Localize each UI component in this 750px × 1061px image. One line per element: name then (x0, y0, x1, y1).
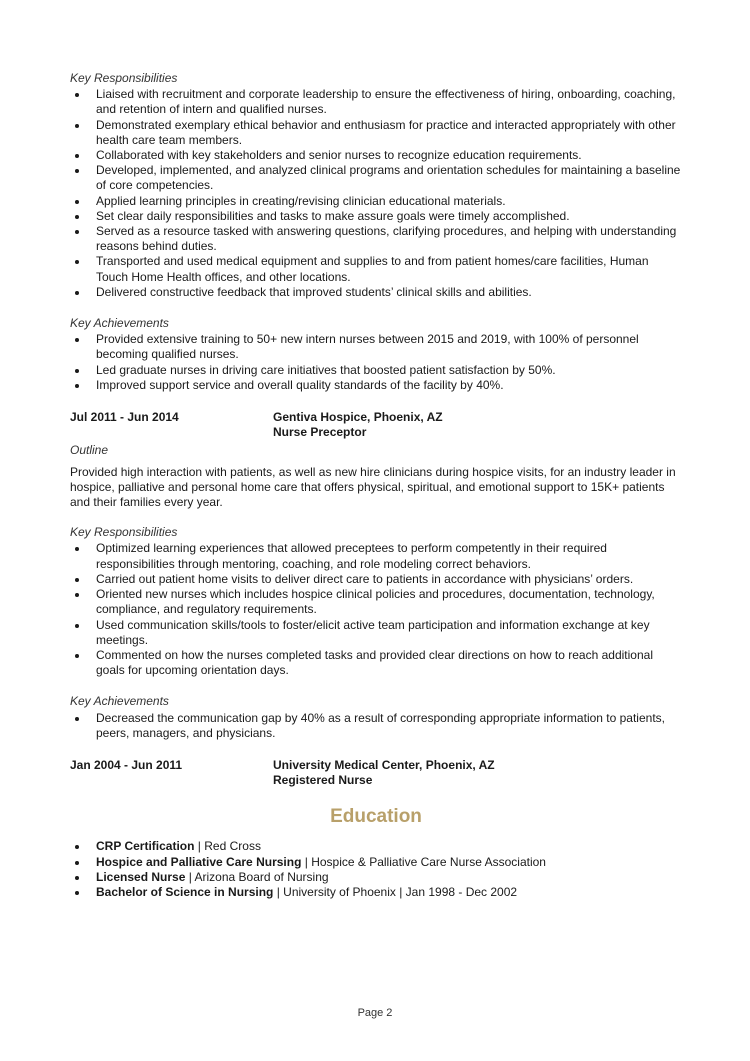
list-item: Carried out patient home visits to deliver direct care to patients in accordance with physicians’ orders. (70, 572, 682, 587)
list-item: Provided extensive training to 50+ new intern nurses between 2015 and 2019, with 100% of personnel becoming qualified nurses. (70, 332, 682, 362)
job-title: Registered Nurse (273, 773, 373, 788)
job-dates: Jul 2011 - Jun 2014 (70, 410, 179, 425)
outline-heading: Outline (70, 443, 109, 458)
list-item (70, 885, 682, 900)
list-item: Liaised with recruitment and corporate leadership to ensure the effectiveness of hiring, onboarding, coaching, and retention of intern and qualified nurses. (70, 87, 682, 117)
achievements-heading: Key Achievements (70, 316, 169, 331)
list-item: Improved support service and overall quality standards of the facility by 40%. (70, 378, 682, 393)
list-item: Decreased the communication gap by 40% as a result of corresponding appropriate information to patients, peers, managers, and physicians. (70, 711, 682, 741)
education-detail: | Arizona Board of Nursing (185, 869, 329, 884)
list-item: Used communication skills/tools to foster/elicit active team participation and information exchange at key meetings. (70, 618, 682, 648)
education-name: CRP Certification (96, 839, 195, 854)
list-item (70, 855, 682, 870)
education-detail: | Red Cross (194, 839, 261, 854)
education-name: Hospice and Palliative Care Nursing (96, 854, 302, 869)
education-name: Licensed Nurse (96, 869, 186, 884)
list-item: Demonstrated exemplary ethical behavior and enthusiasm for practice and interacted appropriately with other health care team members. (70, 118, 682, 148)
list-item: Developed, implemented, and analyzed clinical programs and orientation schedules for maintaining a baseline of core competencies. (70, 163, 682, 193)
job-title: Nurse Preceptor (273, 425, 367, 440)
education-list (70, 839, 682, 900)
resume-page (70, 71, 682, 900)
education-detail: | Hospice & Palliative Care Nurse Association (301, 854, 546, 869)
education-name: Bachelor of Science in Nursing (96, 884, 274, 899)
responsibilities-heading: Key Responsibilities (70, 525, 178, 540)
achievements-list (70, 711, 682, 741)
list-item: Commented on how the nurses completed tasks and provided clear directions on how to reach additional goals for upcoming orientation days. (70, 648, 682, 678)
list-item: Led graduate nurses in driving care initiatives that boosted patient satisfaction by 50%. (70, 363, 682, 378)
responsibilities-heading: Key Responsibilities (70, 71, 178, 85)
education-heading: Education (330, 806, 422, 828)
list-item (70, 870, 682, 885)
job-outline: Provided high interaction with patients, as well as new hire clinicians during hospice visits, for an industry leader in hospice, palliative and personal home care that offers physical, spiritual, and emotional support to 15K+ patients and their families every year. (70, 464, 676, 510)
job-dates: Jan 2004 - Jun 2011 (70, 757, 183, 772)
education-detail: | University of Phoenix | Jan 1998 - Dec 2002 (273, 884, 518, 899)
page-number: Page 2 (357, 1007, 393, 1019)
list-item: Oriented new nurses which includes hospice clinical policies and procedures, documentation, technology, compliance, and regulatory requirements. (70, 587, 682, 617)
responsibilities-list (70, 87, 682, 300)
list-item: Set clear daily responsibilities and tasks to make assure goals were timely accomplished. (70, 209, 682, 224)
list-item: Transported and used medical equipment and supplies to and from patient homes/care facilities, Human Touch Home Health offices, and other locations. (70, 254, 682, 284)
list-item: Delivered constructive feedback that improved students’ clinical skills and abilities. (70, 285, 682, 300)
list-item (70, 839, 682, 854)
job-company: University Medical Center, Phoenix, AZ (273, 757, 495, 772)
responsibilities-list (70, 541, 682, 678)
achievements-heading: Key Achievements (70, 694, 169, 709)
job-company: Gentiva Hospice, Phoenix, AZ (273, 410, 443, 425)
list-item: Collaborated with key stakeholders and senior nurses to recognize education requirements. (70, 148, 682, 163)
list-item: Optimized learning experiences that allowed preceptees to perform competently in their required responsibilities through mentoring, coaching, and role modeling correct behaviors. (70, 541, 682, 571)
job-entry-header (70, 410, 682, 440)
list-item: Applied learning principles in creating/revising clinician educational materials. (70, 194, 682, 209)
achievements-list (70, 332, 682, 393)
list-item: Served as a resource tasked with answering questions, clarifying procedures, and helping with understanding reasons behind duties. (70, 224, 682, 254)
job-entry-header (70, 758, 682, 788)
